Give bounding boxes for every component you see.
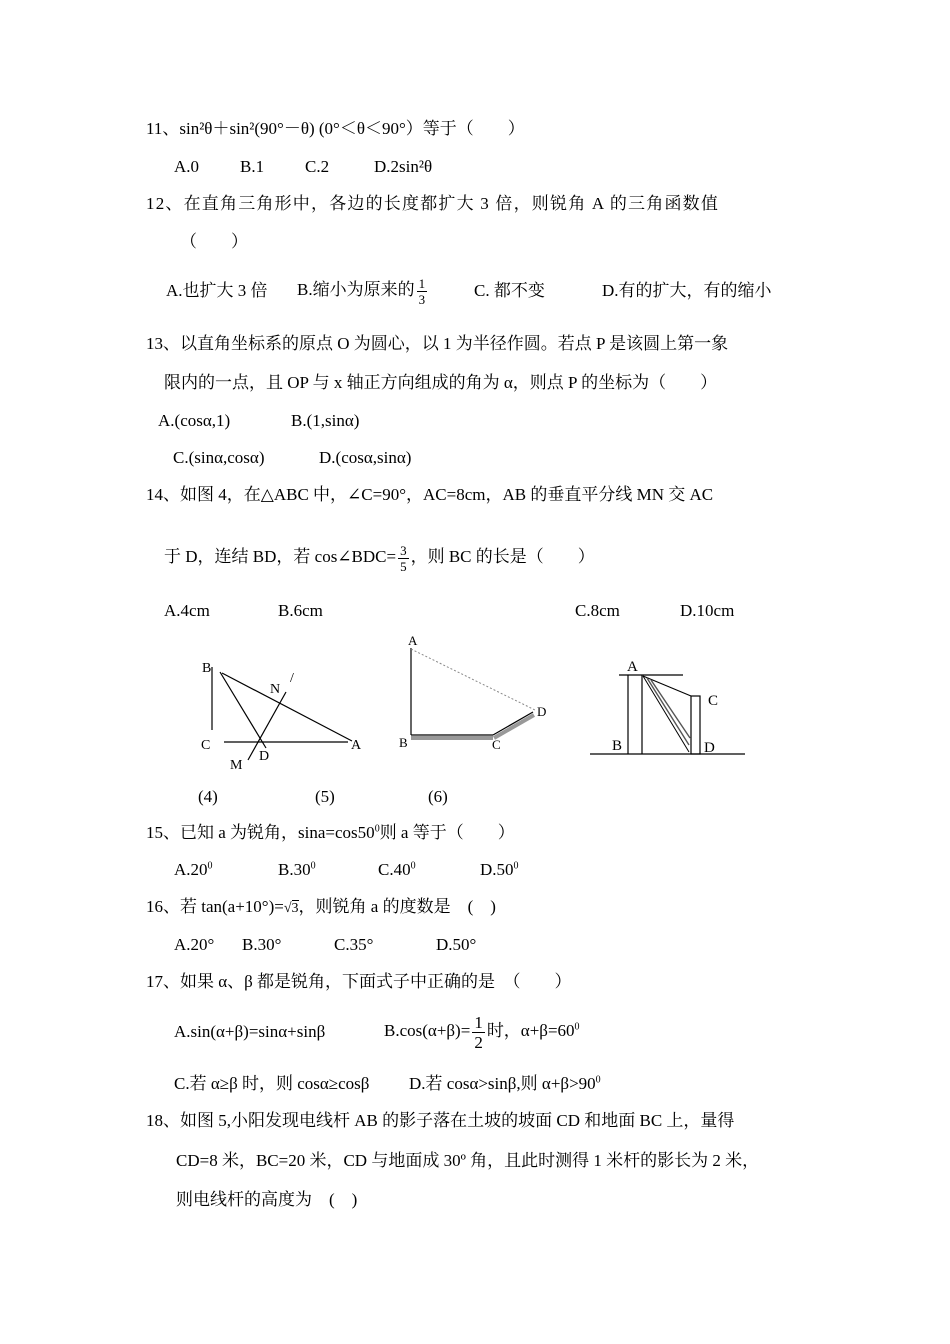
q12-option-b: [297, 268, 429, 312]
q14-fraction: [398, 544, 409, 573]
q15-option-b: [278, 859, 316, 881]
q16-stem: [146, 896, 496, 920]
q12-paren: （ ）: [180, 232, 248, 251]
q12-fraction-num: 1: [418, 275, 426, 291]
q11-option-c: C.2: [305, 157, 330, 176]
q17-stem: 17、如果 α、β 都是锐角，下面式子中正确的是 （ ）: [146, 972, 572, 991]
q14-fraction-den: 5: [400, 558, 407, 574]
fig5-label-d: D: [537, 704, 547, 719]
fig4-label-d: D: [259, 749, 270, 764]
fig6-sight-bottom: [643, 676, 689, 752]
q17-fraction: [472, 1014, 485, 1051]
q17-option-b-pre: B.cos(α+β)=: [384, 1021, 471, 1040]
q13-option-d: D.(cosα,sinα): [319, 448, 412, 467]
fig6-building: [691, 696, 700, 754]
q17-option-b: [384, 1009, 580, 1053]
q16-option-a: A.20°: [174, 935, 215, 954]
q18-line2: CD=8 米，BC=20 米，CD 与地面成 30º 角，且此时测得 1 米杆的影长为 2 米，: [176, 1151, 760, 1170]
q12-stem: 12、在直角三角形中，各边的长度都扩大 3 倍，则锐角 A 的三角函数值: [146, 194, 720, 213]
fig4-label-a: A: [351, 738, 362, 753]
q15-stem: [146, 822, 515, 844]
fig4-label-slash: /: [290, 671, 294, 686]
q12-fraction: [417, 277, 428, 306]
fig5-sun-ray: [411, 649, 535, 710]
fig6-label-b: B: [612, 738, 623, 754]
q13-option-c: C.(sinα,cosα): [173, 448, 265, 467]
fig4-label-m: M: [230, 758, 243, 773]
q17-option-b-sup: 0: [574, 1021, 580, 1033]
q14-fraction-num: 3: [400, 542, 407, 558]
q11-option-a: A.0: [174, 157, 200, 176]
q16-stem-pre: 16、若 tan(a+10°)=: [146, 897, 284, 916]
fig6-sight-top: [643, 676, 691, 696]
caption-fig6: (6): [428, 787, 448, 806]
q14-option-c: C.8cm: [575, 601, 620, 620]
q17-option-a: A.sin(α+β)=sinα+sinβ: [174, 1022, 326, 1041]
q13-option-b: B.(1,sinα): [291, 411, 360, 430]
q14-line2: [164, 535, 595, 579]
q15-option-a-val: A.20: [174, 860, 208, 879]
q14-option-d: D.10cm: [680, 601, 735, 620]
q15-option-b-sup: 0: [310, 860, 316, 872]
q15-option-c-sup: 0: [410, 860, 416, 872]
q13-line2: 限内的一点，且 OP 与 x 轴正方向组成的角为 α，则点 P 的坐标为（ ）: [164, 373, 718, 392]
q11-stem: 11、sin²θ＋sin²(90°－θ) (0°＜θ＜90°）等于（ ）: [146, 119, 525, 138]
q15-option-d-sup: 0: [513, 860, 519, 872]
fig4-label-c: C: [201, 738, 211, 753]
fig5-label-c: C: [492, 737, 501, 752]
caption-fig4: (4): [198, 787, 218, 806]
fig6-hatch-2: [651, 680, 690, 738]
q15-option-d-val: D.50: [480, 860, 514, 879]
q18-line1: 18、如图 5,小阳发现电线杆 AB 的影子落在土坡的坡面 CD 和地面 BC 上，量得: [146, 1111, 735, 1130]
caption-fig5: (5): [315, 787, 335, 806]
q18-line3: 则电线杆的高度为 ( ): [176, 1190, 358, 1209]
q14-option-a: A.4cm: [164, 601, 210, 620]
q17-option-d-sup: 0: [595, 1074, 601, 1086]
q14-option-b: B.6cm: [278, 601, 323, 620]
q12-option-a: A.也扩大 3 倍: [166, 281, 268, 300]
q12-option-d: D.有的扩大，有的缩小: [602, 281, 772, 300]
q11-option-b: B.1: [240, 157, 265, 176]
fig5-slope-cd: [493, 712, 533, 735]
q13-line1: 13、以直角坐标系的原点 O 为圆心，以 1 为半径作圆。若点 P 是该圆上第一象: [146, 334, 729, 353]
q17-fraction-num: 1: [474, 1012, 483, 1032]
q14-line2-post: ，则 BC 的长是（ ）: [410, 547, 595, 566]
fig5-label-b: B: [399, 735, 408, 750]
q17-option-d-text: D.若 cosα>sinβ,则 α+β>90: [409, 1074, 596, 1093]
q16-sqrt-radicand: 3: [291, 901, 299, 916]
fig6-hatch-1: [647, 678, 689, 745]
q14-line2-pre: 于 D，连结 BD，若 cos∠BDC=: [164, 547, 397, 566]
q15-stem-post: 则 a 等于（ ）: [379, 823, 515, 842]
fig6-label-c: C: [708, 693, 719, 709]
fig4-label-b: B: [202, 661, 212, 676]
q12-option-b-text: B.缩小为原来的: [297, 280, 415, 299]
q15-option-b-val: B.30: [278, 860, 311, 879]
q15-option-a: [174, 859, 213, 881]
q15-stem-pre: 15、已知 a 为锐角，sina=cos50: [146, 823, 375, 842]
q15-stem-sup: 0: [374, 823, 380, 835]
q17-option-d: [409, 1073, 601, 1095]
q11-option-d: D.2sin²θ: [374, 157, 433, 176]
q17-option-b-post: 时，α+β=60: [486, 1021, 575, 1040]
q16-sqrt: √3: [283, 901, 299, 916]
fig6-label-a: A: [627, 659, 638, 675]
q16-stem-post: ，则锐角 a 的度数是 ( ): [298, 897, 496, 916]
figure-4: [190, 650, 370, 775]
figure-6: [585, 650, 755, 765]
q16-option-b: B.30°: [242, 935, 282, 954]
fig5-label-a: A: [408, 633, 418, 648]
figure-5: [395, 628, 565, 758]
q12-fraction-den: 3: [418, 291, 426, 307]
fig6-label-d: D: [704, 740, 715, 756]
q15-option-d: [480, 859, 519, 881]
q15-option-a-sup: 0: [207, 860, 213, 872]
q16-option-d: D.50°: [436, 935, 477, 954]
q12-option-c: C. 都不变: [474, 281, 545, 300]
q17-fraction-den: 2: [474, 1032, 483, 1052]
q15-option-c-val: C.40: [378, 860, 411, 879]
q14-line1: 14、如图 4，在△ABC 中，∠C=90°，AC=8cm，AB 的垂直平分线 MN 交 AC: [146, 485, 714, 504]
q15-option-c: [378, 859, 416, 881]
fig4-label-n: N: [270, 682, 281, 697]
q13-option-a: A.(cosα,1): [158, 411, 231, 430]
q16-option-c: C.35°: [334, 935, 374, 954]
fig5-shadow-cd: [494, 715, 534, 738]
q17-option-c: C.若 α≥β 时，则 cosα≥cosβ: [174, 1074, 370, 1093]
